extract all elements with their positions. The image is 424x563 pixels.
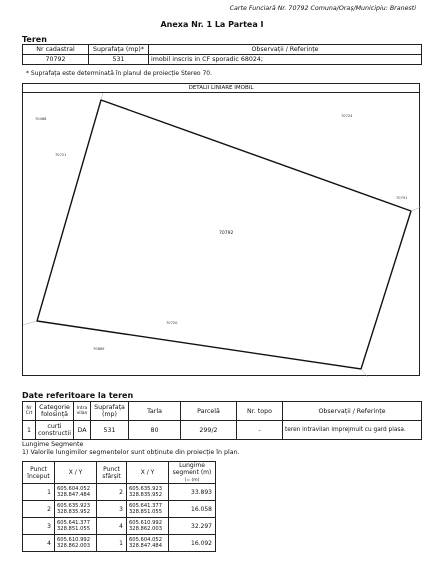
cell-suprafata: 531 (89, 55, 149, 65)
table-row (23, 518, 216, 535)
date-referitoare-table (22, 401, 422, 440)
cell-nr-cadastral: 70792 (23, 55, 89, 65)
col-nr-cadastral: Nr cadastral (23, 45, 89, 55)
cell-y-2: 328.851.055 (129, 509, 163, 515)
col-observatii: Observații / Referințe (283, 402, 422, 421)
col-nr-topo: Nr. topo (237, 402, 283, 421)
col-suprafata: Suprafața (mp)* (89, 45, 149, 55)
neighbor-label: 70791 (396, 196, 408, 200)
lungime-section (22, 441, 240, 457)
cell-punct-inceput: 4 (23, 535, 55, 552)
teren-table-header (23, 45, 422, 55)
cell-intravilan: DA (74, 421, 91, 440)
cell-punct-sfarsit: 3 (97, 501, 127, 518)
cell-y-1: 328.835.952 (57, 509, 91, 515)
cell-punct-sfarsit: 2 (97, 484, 127, 501)
suprafata-note: * Suprafața este determinată în planul de proiecție Stereo 70. (26, 70, 213, 77)
cell-xy-2 (127, 501, 169, 518)
cell-lungime: 16.058 (169, 501, 216, 518)
cell-x-1: 605.610.992 (57, 537, 91, 543)
cell-punct-inceput: 3 (23, 518, 55, 535)
cell-observatii: imobil inscris in CF sporadic 68024; (149, 55, 422, 65)
cell-parcela: 299/2 (181, 421, 237, 440)
cell-x-2: 605.604.052 (129, 537, 163, 543)
cell-xy-1 (55, 484, 97, 501)
cell-x-1: 605.604.052 (57, 486, 91, 492)
cell-observatii: teren intravilan imprejmuit cu gard plasa. (283, 421, 422, 440)
cell-suprafata: 531 (91, 421, 129, 440)
neighbor-label: 70889 (93, 347, 105, 351)
col-nr-crt: Nr Crt (23, 402, 36, 421)
cell-xy-1 (55, 501, 97, 518)
col-intravilan: Intra vilan (74, 402, 91, 421)
cell-x-1: 605.635.923 (57, 503, 91, 509)
cell-tarla: 80 (129, 421, 181, 440)
cell-x-2: 605.635.923 (129, 486, 163, 492)
cell-nr-crt: 1 (23, 421, 36, 440)
table-row (23, 55, 422, 65)
teren-table (22, 44, 422, 65)
col-observatii: Observații / Referințe (149, 45, 422, 55)
cell-xy-2 (127, 518, 169, 535)
cell-x-2: 605.641.377 (129, 503, 163, 509)
neighbor-line (23, 321, 37, 325)
neighbor-line (411, 207, 421, 211)
neighbor-label: 70724 (341, 114, 353, 118)
col-lungime-unit: (= (m) (184, 478, 200, 483)
date-referitoare-heading: Date referitoare la teren (22, 391, 134, 400)
teren-heading: Teren (22, 35, 47, 44)
cell-punct-sfarsit: 1 (97, 535, 127, 552)
date-table-header (23, 402, 422, 421)
lungime-heading: Lungime Segmente (22, 441, 84, 448)
neighbor-line (101, 93, 103, 100)
cell-lungime: 32.297 (169, 518, 216, 535)
col-lungime-label: Lungime segment (m) (172, 462, 212, 476)
neighbor-label: 70720 (166, 321, 178, 325)
lungime-table (22, 461, 216, 552)
table-row (23, 535, 216, 552)
cell-xy-2 (127, 484, 169, 501)
cell-x-1: 605.641.377 (57, 520, 91, 526)
parcel-number-label: 70792 (219, 231, 234, 236)
col-suprafata: Suprafața (mp) (91, 402, 129, 421)
neighbor-label: 70468 (35, 117, 47, 121)
cell-y-1: 328.851.055 (57, 526, 91, 532)
lungime-table-header (23, 462, 216, 484)
table-row (23, 501, 216, 518)
cell-y-2: 328.862.003 (129, 526, 163, 532)
table-row (23, 421, 422, 440)
col-xy-2: X / Y (127, 462, 169, 484)
cell-lungime: 16.092 (169, 535, 216, 552)
col-parcela: Parcelă (181, 402, 237, 421)
cell-lungime: 33.893 (169, 484, 216, 501)
neighbor-line (361, 369, 368, 377)
cell-y-2: 328.835.952 (129, 492, 163, 498)
col-punct-sfarsit: Punct sfârșit (97, 462, 127, 484)
cell-categorie: curti constructii (36, 421, 74, 440)
cell-y-2: 328.847.484 (129, 543, 163, 549)
col-punct-inceput: Punct început (23, 462, 55, 484)
cell-xy-1 (55, 518, 97, 535)
col-tarla: Tarla (129, 402, 181, 421)
cell-xy-2 (127, 535, 169, 552)
cell-punct-inceput: 1 (23, 484, 55, 501)
cell-y-1: 328.862.003 (57, 543, 91, 549)
table-row (23, 484, 216, 501)
cell-y-1: 328.847.484 (57, 492, 91, 498)
cell-xy-1 (55, 535, 97, 552)
map-title: DETALII LINIARE IMOBIL (22, 83, 420, 92)
cell-x-2: 605.610.992 (129, 520, 163, 526)
neighbor-label: 70721 (55, 153, 67, 157)
cell-punct-inceput: 2 (23, 501, 55, 518)
parcel-map (22, 92, 420, 376)
lungime-subtitle: 1) Valorile lungimilor segmentelor sunt obținute din proiecție în plan. (22, 449, 240, 456)
col-xy-1: X / Y (55, 462, 97, 484)
col-lungime-segment (169, 462, 216, 484)
col-categorie: Categorie folosință (36, 402, 74, 421)
cell-nr-topo: - (237, 421, 283, 440)
anexa-title: Anexa Nr. 1 La Partea I (160, 20, 264, 29)
cell-punct-sfarsit: 4 (97, 518, 127, 535)
carte-funciara-header: Carte Funciară Nr. 70792 Comuna/Oraș/Municipiu: Branesti (229, 5, 416, 12)
